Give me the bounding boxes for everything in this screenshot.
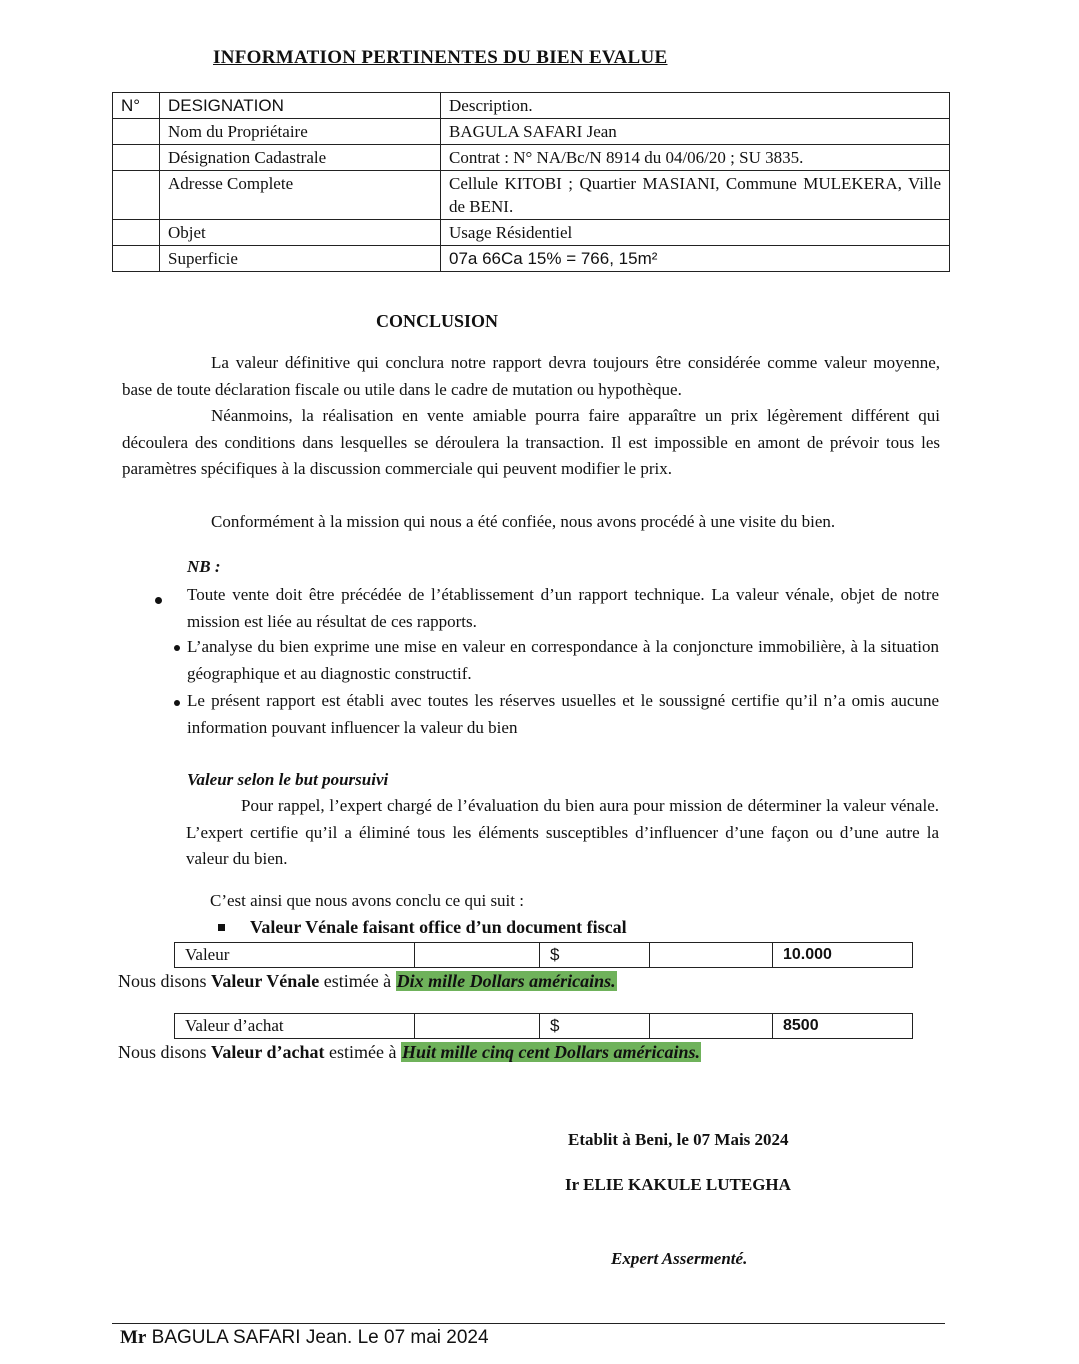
page-heading: INFORMATION PERTINENTES DU BIEN EVALUE	[213, 47, 668, 68]
signature-place-date: Etablit à Beni, le 07 Mais 2024	[568, 1130, 789, 1149]
table-row	[113, 246, 950, 272]
conclusion-title: CONCLUSION	[376, 311, 499, 331]
value-amount: 10.000	[773, 943, 913, 968]
sentence-bold: Valeur d’achat	[211, 1042, 325, 1062]
valeur-venale-sentence	[118, 971, 617, 992]
table-row	[113, 171, 950, 220]
valeur-achat-sentence	[118, 1042, 701, 1063]
table-row	[113, 119, 950, 145]
table-header-row	[113, 93, 950, 119]
header-designation: DESIGNATION	[160, 93, 441, 119]
highlighted-amount-words: Dix mille Dollars américains.	[396, 971, 616, 991]
value-label: Valeur	[175, 943, 415, 968]
nb-item: Toute vente doit être précédée de l’établissement d’un rapport technique. La valeur vénale, objet de notre mission est liée au résultat de ces rapports.	[187, 585, 939, 631]
header-number: N°	[113, 93, 160, 119]
property-info-table	[112, 92, 950, 272]
empty-cell	[415, 1014, 540, 1039]
bullet-dot	[174, 700, 180, 706]
bullet-dot	[174, 645, 180, 651]
footer-divider	[112, 1323, 945, 1324]
row-number	[113, 145, 160, 171]
conclusion-paragraph-3: Conformément à la mission qui nous a été confiée, nous avons procédé à une visite du bien.	[211, 512, 836, 531]
sentence-prefix: Nous disons	[118, 971, 212, 991]
signature-title: Expert Assermenté.	[611, 1249, 748, 1268]
empty-cell	[415, 943, 540, 968]
valeur-venale-subtitle: Valeur Vénale faisant office d’un document fiscal	[250, 917, 627, 937]
row-value: Contrat : N° NA/Bc/N 8914 du 04/06/20 ; SU 3835.	[441, 145, 950, 171]
valeur-section-text: Pour rappel, l’expert chargé de l’évaluation du bien aura pour mission de déterminer la valeur vénale. L’expert certifie qu’il a éliminé tous les éléments susceptibles d’influencer d’une façon ou d’une autre la valeur du bien.	[186, 796, 939, 868]
square-bullet	[218, 924, 225, 931]
highlighted-amount-words: Huit mille cinq cent Dollars américains.	[402, 1042, 701, 1062]
value-table-achat	[174, 1013, 913, 1039]
sentence-prefix: Nous disons	[118, 1042, 212, 1062]
row-number	[113, 119, 160, 145]
row-number	[113, 246, 160, 272]
table-row	[113, 220, 950, 246]
valeur-section-title: Valeur selon le but poursuivi	[187, 770, 389, 789]
row-number	[113, 171, 160, 220]
row-label: Superficie	[160, 246, 441, 272]
row-value: 07a 66Ca 15% = 766, 15m²	[441, 246, 950, 272]
conclusion-intro: C’est ainsi que nous avons conclu ce qui suit :	[210, 891, 524, 910]
value-label: Valeur d’achat	[175, 1014, 415, 1039]
value-currency: $	[540, 943, 650, 968]
row-number	[113, 220, 160, 246]
row-value: BAGULA SAFARI Jean	[441, 119, 950, 145]
row-label: Désignation Cadastrale	[160, 145, 441, 171]
header-description: Description.	[441, 93, 950, 119]
footer-owner-date: BAGULA SAFARI Jean. Le 07 mai 2024	[146, 1327, 489, 1348]
nb-item: L’analyse du bien exprime une mise en valeur en correspondance à la conjoncture immobilière, à la situation géographique et au diagnostic constructif.	[187, 637, 939, 683]
row-label: Adresse Complete	[160, 171, 441, 220]
bullet-dot	[155, 597, 162, 604]
conclusion-paragraph-2: Néanmoins, la réalisation en vente amiable pourra faire apparaître un prix légèrement différent qui découlera des conditions dans lesquelles se déroulera la transaction. Il est impossible en amont de prévoir tous les paramètres spécifiques à la discussion commerciale qui peuvent modifier le prix.	[122, 406, 940, 478]
footer-text	[120, 1327, 489, 1349]
row-label: Objet	[160, 220, 441, 246]
table-row	[113, 145, 950, 171]
empty-cell	[650, 943, 773, 968]
value-table-venale	[174, 942, 913, 968]
empty-cell	[650, 1014, 773, 1039]
row-value: Usage Résidentiel	[441, 220, 950, 246]
sentence-mid: estimée à	[319, 971, 396, 991]
conclusion-paragraph-1: La valeur définitive qui conclura notre rapport devra toujours être considérée comme valeur moyenne, base de toute déclaration fiscale ou utile dans le cadre de mutation ou hypothèque.	[122, 353, 940, 399]
signature-name: Ir ELIE KAKULE LUTEGHA	[565, 1175, 791, 1194]
row-value: Cellule KITOBI ; Quartier MASIANI, Commune MULEKERA, Ville de BENI.	[441, 171, 950, 220]
sentence-bold: Valeur Vénale	[211, 971, 320, 991]
nb-label: NB :	[187, 557, 221, 576]
sentence-mid: estimée à	[324, 1042, 401, 1062]
footer-prefix: Mr	[120, 1327, 147, 1348]
row-label: Nom du Propriétaire	[160, 119, 441, 145]
nb-item: Le présent rapport est établi avec toutes les réserves usuelles et le soussigné certifie qu’il n’a omis aucune information pouvant influencer la valeur du bien	[187, 691, 939, 737]
value-amount: 8500	[773, 1014, 913, 1039]
value-currency: $	[540, 1014, 650, 1039]
